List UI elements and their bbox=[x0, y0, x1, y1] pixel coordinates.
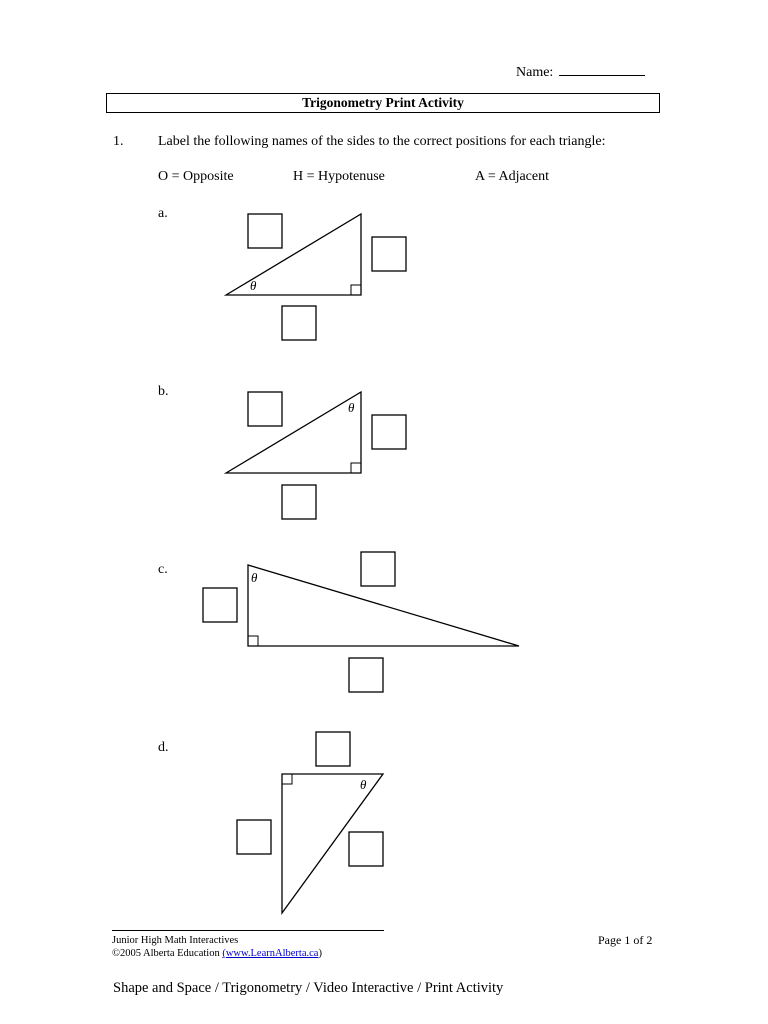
triangle-b-answer-box-right[interactable] bbox=[372, 415, 406, 449]
footer-divider bbox=[112, 930, 384, 931]
question-text: Label the following names of the sides to the correct positions for each triangle: bbox=[158, 134, 606, 149]
triangle-c-answer-box-bottom[interactable] bbox=[349, 658, 383, 692]
triangle-b-theta: θ bbox=[348, 400, 355, 415]
triangle-c-right-angle-marker bbox=[248, 636, 258, 646]
legend-adjacent: A = Adjacent bbox=[475, 169, 549, 184]
triangle-a-right-angle-marker bbox=[351, 285, 361, 295]
page-title: Trigonometry Print Activity bbox=[106, 93, 660, 113]
part-label-d: d. bbox=[158, 740, 169, 755]
footer-credits bbox=[112, 934, 322, 960]
question-number: 1. bbox=[113, 134, 124, 149]
breadcrumb: Shape and Space / Trigonometry / Video Interactive / Print Activity bbox=[113, 980, 504, 996]
page-number: Page 1 of 2 bbox=[598, 933, 653, 947]
triangle-d-outline bbox=[282, 774, 383, 913]
legend-opposite: O = Opposite bbox=[158, 169, 234, 184]
triangle-d-right-angle-marker bbox=[282, 774, 292, 784]
triangle-d bbox=[237, 732, 383, 913]
name-label: Name: bbox=[516, 65, 554, 80]
legend-hypotenuse: H = Hypotenuse bbox=[293, 169, 385, 184]
triangle-c-outline bbox=[248, 565, 519, 646]
footer-series-name: Junior High Math Interactives bbox=[112, 935, 239, 946]
footer-link-suffix: ) bbox=[318, 948, 322, 959]
triangle-d-answer-box-hypotenuse[interactable] bbox=[349, 832, 383, 866]
triangle-b-right-angle-marker bbox=[351, 463, 361, 473]
part-label-c: c. bbox=[158, 562, 168, 577]
triangle-b-outline bbox=[226, 392, 361, 473]
triangle-c-answer-box-left[interactable] bbox=[203, 588, 237, 622]
triangle-a-answer-box-hypotenuse[interactable] bbox=[248, 214, 282, 248]
triangle-a bbox=[226, 214, 406, 340]
triangle-d-answer-box-left[interactable] bbox=[237, 820, 271, 854]
triangle-a-theta: θ bbox=[250, 278, 257, 293]
triangle-d-answer-box-top[interactable] bbox=[316, 732, 350, 766]
triangle-a-answer-box-bottom[interactable] bbox=[282, 306, 316, 340]
triangle-c-answer-box-hypotenuse[interactable] bbox=[361, 552, 395, 586]
triangle-b bbox=[226, 392, 406, 519]
footer-copyright-text: ©2005 Alberta Education bbox=[112, 948, 223, 959]
part-label-b: b. bbox=[158, 384, 169, 399]
triangle-b-answer-box-bottom[interactable] bbox=[282, 485, 316, 519]
triangle-c bbox=[203, 552, 519, 692]
part-label-a: a. bbox=[158, 206, 168, 221]
learnalberta-link[interactable]: (www.LearnAlberta.ca bbox=[222, 948, 319, 959]
triangle-a-outline bbox=[226, 214, 361, 295]
triangle-b-answer-box-hypotenuse[interactable] bbox=[248, 392, 282, 426]
triangle-d-theta: θ bbox=[360, 777, 367, 792]
triangle-c-theta: θ bbox=[251, 570, 258, 585]
footer-copyright bbox=[112, 947, 322, 960]
triangle-a-answer-box-right[interactable] bbox=[372, 237, 406, 271]
